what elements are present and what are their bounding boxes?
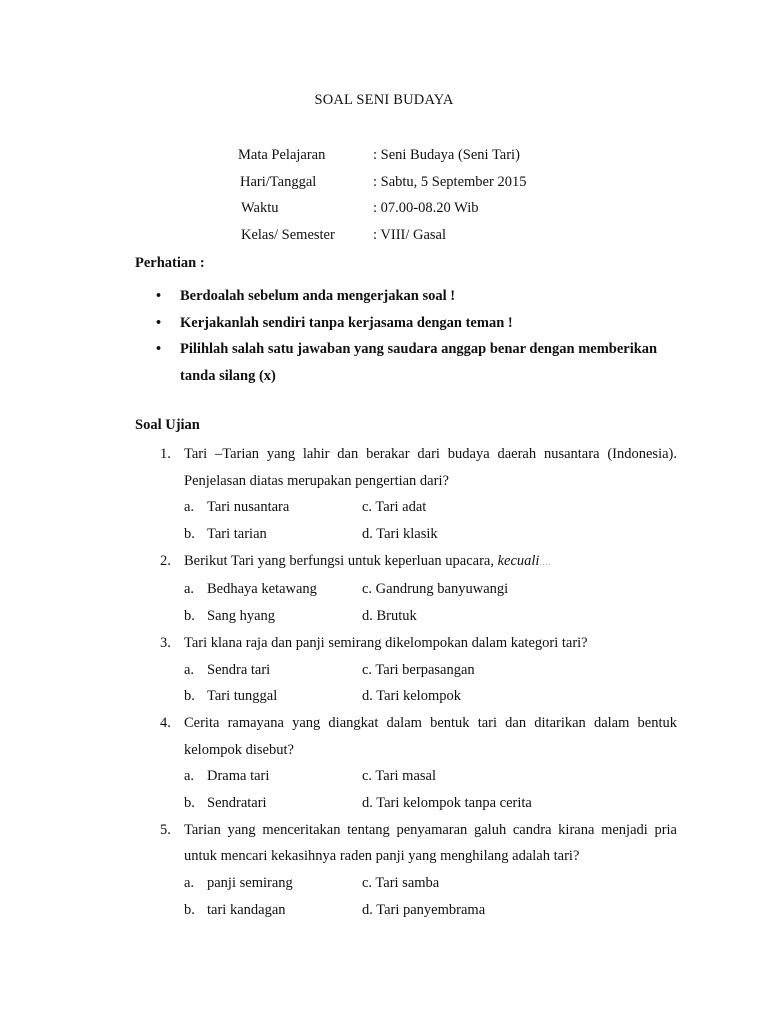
question-2: [0, 548, 768, 577]
question-1: [0, 441, 768, 494]
option-letter: b.: [184, 688, 195, 705]
info-label: Waktu: [241, 200, 279, 217]
info-value: : Sabtu, 5 September 2015: [373, 173, 527, 190]
option-text: Sendratari: [207, 795, 267, 812]
bullet-icon: •: [156, 314, 162, 331]
option-text: d. Tari kelompok tanpa cerita: [362, 795, 532, 812]
question-ellipsis: ....: [539, 557, 552, 567]
question-text-main: Berikut Tari yang berfungsi untuk keperluan upacara,: [184, 552, 498, 569]
question-number: 5.: [160, 821, 171, 838]
option-text: Bedhaya ketawang: [207, 581, 317, 598]
option-text: Drama tari: [207, 768, 270, 785]
question-number: 3.: [160, 634, 171, 651]
option-letter: b.: [184, 526, 195, 543]
question-text: Cerita ramayana yang diangkat dalam bentuk tari dan ditarikan dalam bentuk kelompok disebut?: [184, 714, 677, 758]
option-row: [0, 897, 768, 924]
option-text: d. Tari kelompok: [362, 688, 461, 705]
option-row: [0, 870, 768, 897]
option-row: [0, 790, 768, 817]
question-text-emphasis: kecuali: [497, 552, 540, 569]
question-text: Tarian yang menceritakan tentang penyamaran galuh candra kirana menjadi pria untuk mencari kekasihnya raden panji yang menghilang adalah tari?: [184, 821, 677, 865]
option-letter: a.: [184, 875, 195, 892]
info-value: : VIII/ Gasal: [373, 227, 447, 244]
info-label: Hari/Tanggal: [240, 173, 317, 190]
option-text: c. Gandrung banyuwangi: [362, 581, 509, 598]
option-row: [0, 521, 768, 548]
option-row: [0, 657, 768, 684]
bullet-icon: •: [156, 288, 162, 304]
option-text: Sendra tari: [207, 661, 271, 678]
option-row: [0, 683, 768, 710]
question-3: [0, 630, 768, 657]
option-text: Tari tunggal: [207, 688, 278, 705]
option-text: Tari nusantara: [207, 499, 290, 516]
notice-list: [0, 283, 768, 390]
option-text: d. Brutuk: [362, 608, 417, 625]
option-text: c. Tari adat: [362, 499, 427, 516]
info-label: Mata Pelajaran: [238, 147, 326, 163]
option-letter: a.: [184, 581, 195, 598]
option-text: d. Tari klasik: [362, 526, 438, 543]
option-letter: b.: [184, 608, 195, 625]
option-text: d. Tari panyembrama: [362, 901, 486, 918]
notice-item: [0, 283, 677, 310]
question-number: 4.: [160, 714, 171, 731]
option-letter: b.: [184, 901, 195, 918]
option-text: Tari tarian: [207, 526, 267, 543]
question-text: Tari –Tarian yang lahir dan berakar dari budaya daerah nusantara (Indonesia). Penjelasan diatas merupakan pengertian dari?: [184, 446, 677, 489]
option-text: c. Tari masal: [362, 768, 437, 785]
info-value: : Seni Budaya (Seni Tari): [373, 147, 520, 163]
option-letter: a.: [184, 661, 195, 678]
question-text: [184, 548, 677, 577]
option-row: [0, 576, 768, 603]
option-letter: a.: [184, 768, 195, 785]
notice-item-text: Kerjakanlah sendiri tanpa kerjasama dengan teman !: [180, 314, 513, 331]
option-row: [0, 603, 768, 630]
option-text: panji semirang: [207, 875, 293, 892]
section-heading: Soal Ujian: [135, 417, 200, 433]
notice-heading: Perhatian :: [135, 255, 205, 271]
option-text: tari kandagan: [207, 901, 286, 918]
question-4: [0, 710, 768, 763]
option-letter: a.: [184, 499, 195, 516]
question-text: Tari klana raja dan panji semirang dikelompokan dalam kategori tari?: [184, 634, 588, 651]
option-text: c. Tari samba: [362, 875, 440, 892]
notice-item-text: Pilihlah salah satu jawaban yang saudara anggap benar dengan memberikan tanda silang (x): [180, 341, 658, 385]
info-value: : 07.00-08.20 Wib: [373, 200, 479, 217]
notice-item-text: Berdoalah sebelum anda mengerjakan soal !: [180, 288, 456, 304]
question-5: [0, 817, 768, 870]
question-list: [0, 441, 768, 924]
question-number: 1.: [160, 446, 171, 462]
notice-item: [0, 336, 677, 389]
option-row: [0, 763, 768, 790]
document-title: SOAL SENI BUDAYA: [314, 92, 454, 108]
bullet-icon: •: [156, 341, 162, 358]
question-number: 2.: [160, 552, 171, 569]
option-text: Sang hyang: [207, 608, 276, 625]
info-label: Kelas/ Semester: [241, 227, 335, 244]
option-text: c. Tari berpasangan: [362, 661, 475, 678]
option-letter: b.: [184, 795, 195, 812]
option-row: [0, 494, 768, 521]
notice-item: [0, 310, 677, 337]
